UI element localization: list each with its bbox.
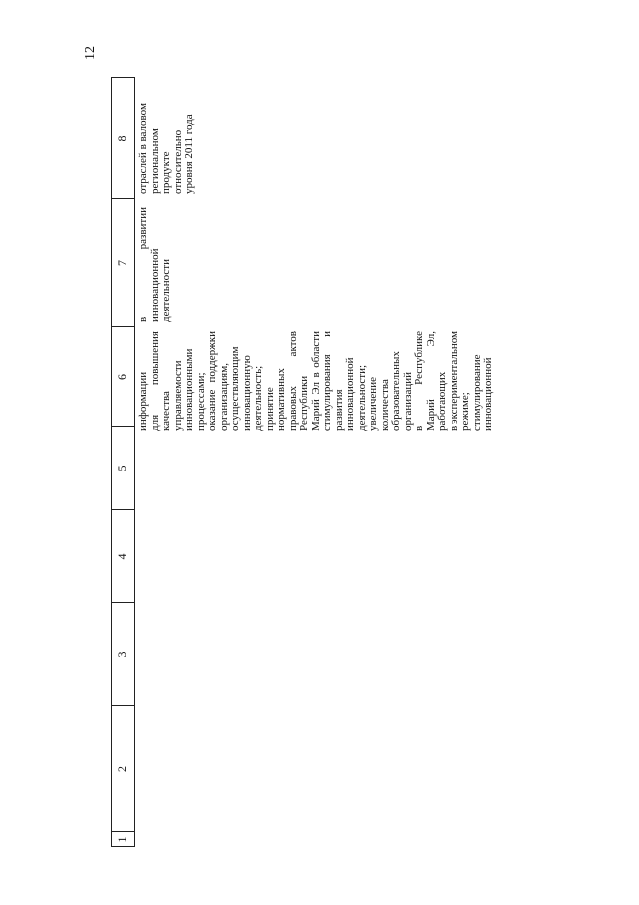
- cell-word: экспериментальном: [447, 331, 460, 425]
- cell-word: уровня 2011 года: [183, 114, 195, 194]
- cell-word: инновационной: [482, 357, 494, 431]
- cell-text-line: [299, 331, 311, 431]
- cell-word: в: [447, 425, 460, 431]
- cell-word: продукте: [160, 151, 172, 194]
- cell-word: деятельности;: [355, 364, 368, 431]
- cell-word: Марий: [424, 399, 437, 431]
- cell-word: инновационной: [344, 357, 356, 431]
- cell-word: в: [413, 425, 425, 431]
- cell-text-line: [161, 207, 173, 322]
- cell-word: отраслей в валовом: [137, 103, 149, 194]
- cell-column-7: [138, 207, 173, 322]
- cell-word: области: [309, 331, 322, 368]
- cell-word: осуществляющим: [229, 346, 241, 431]
- cell-word: относительно: [171, 129, 184, 194]
- cell-word: образовательных: [390, 351, 402, 431]
- column-header-3: 3: [115, 651, 129, 658]
- cell-text-line: [276, 331, 288, 431]
- cell-word: повышения: [148, 331, 161, 386]
- cell-word: оказание: [206, 389, 218, 431]
- cell-word: инновационными: [183, 348, 195, 431]
- cell-word: увеличение: [367, 377, 379, 431]
- cell-word: режиме;: [459, 392, 471, 431]
- cell-word: Республики: [298, 375, 310, 431]
- cell-word: инновационной: [148, 248, 161, 322]
- cell-word: Эл: [309, 381, 322, 395]
- column-header-1: 1: [115, 836, 129, 843]
- cell-word: Республике: [413, 331, 425, 385]
- table-sheet: [111, 77, 531, 847]
- cell-word: работающих: [436, 371, 448, 431]
- cell-word: деятельности: [160, 259, 172, 322]
- cell-word: поддержки: [206, 331, 218, 383]
- column-header-4: 4: [115, 553, 129, 560]
- page-number: 12: [83, 46, 98, 60]
- column-header-5: 5: [115, 465, 129, 472]
- column-header-8: 8: [115, 135, 129, 142]
- cell-word: информации: [137, 371, 149, 431]
- column-header-2: 2: [115, 766, 129, 772]
- cell-text-line: [138, 331, 150, 431]
- cell-word: инновационную: [240, 355, 253, 431]
- cell-word: управляемости: [171, 360, 184, 431]
- cell-word: организациям,: [217, 363, 230, 431]
- column-header-6: 6: [115, 374, 129, 380]
- cell-word: деятельность;: [252, 365, 264, 431]
- cell-column-8: [138, 82, 196, 194]
- cell-text-line: [414, 331, 426, 431]
- cell-word: развитии: [137, 207, 149, 250]
- cell-text-line: [437, 331, 449, 431]
- cell-word: принятие: [263, 387, 276, 431]
- cell-word: актов: [286, 331, 299, 357]
- column-header-7: 7: [115, 260, 129, 266]
- cell-word: в: [309, 372, 322, 378]
- cell-word: в: [137, 316, 149, 322]
- cell-word: нормативных: [275, 368, 287, 431]
- cell-word: Эл,: [424, 331, 437, 347]
- cell-word: стимулирование: [470, 354, 483, 431]
- cell-word: правовых: [286, 386, 299, 431]
- cell-word: Марий: [309, 399, 322, 431]
- cell-word: стимулирования: [321, 354, 333, 431]
- cell-word: развития: [332, 389, 345, 431]
- cell-text-line: [483, 331, 495, 431]
- cell-text-line: [184, 82, 196, 194]
- cell-word: качества: [160, 391, 172, 431]
- cell-word: и: [321, 331, 333, 337]
- cell-word: процессами;: [194, 372, 207, 431]
- cell-word: для: [148, 414, 161, 431]
- cell-word: количества: [378, 379, 391, 431]
- cell-column-6: [138, 331, 495, 431]
- table-header-rule: [134, 77, 135, 847]
- cell-word: организаций: [401, 371, 414, 431]
- cell-word: региональном: [148, 128, 161, 194]
